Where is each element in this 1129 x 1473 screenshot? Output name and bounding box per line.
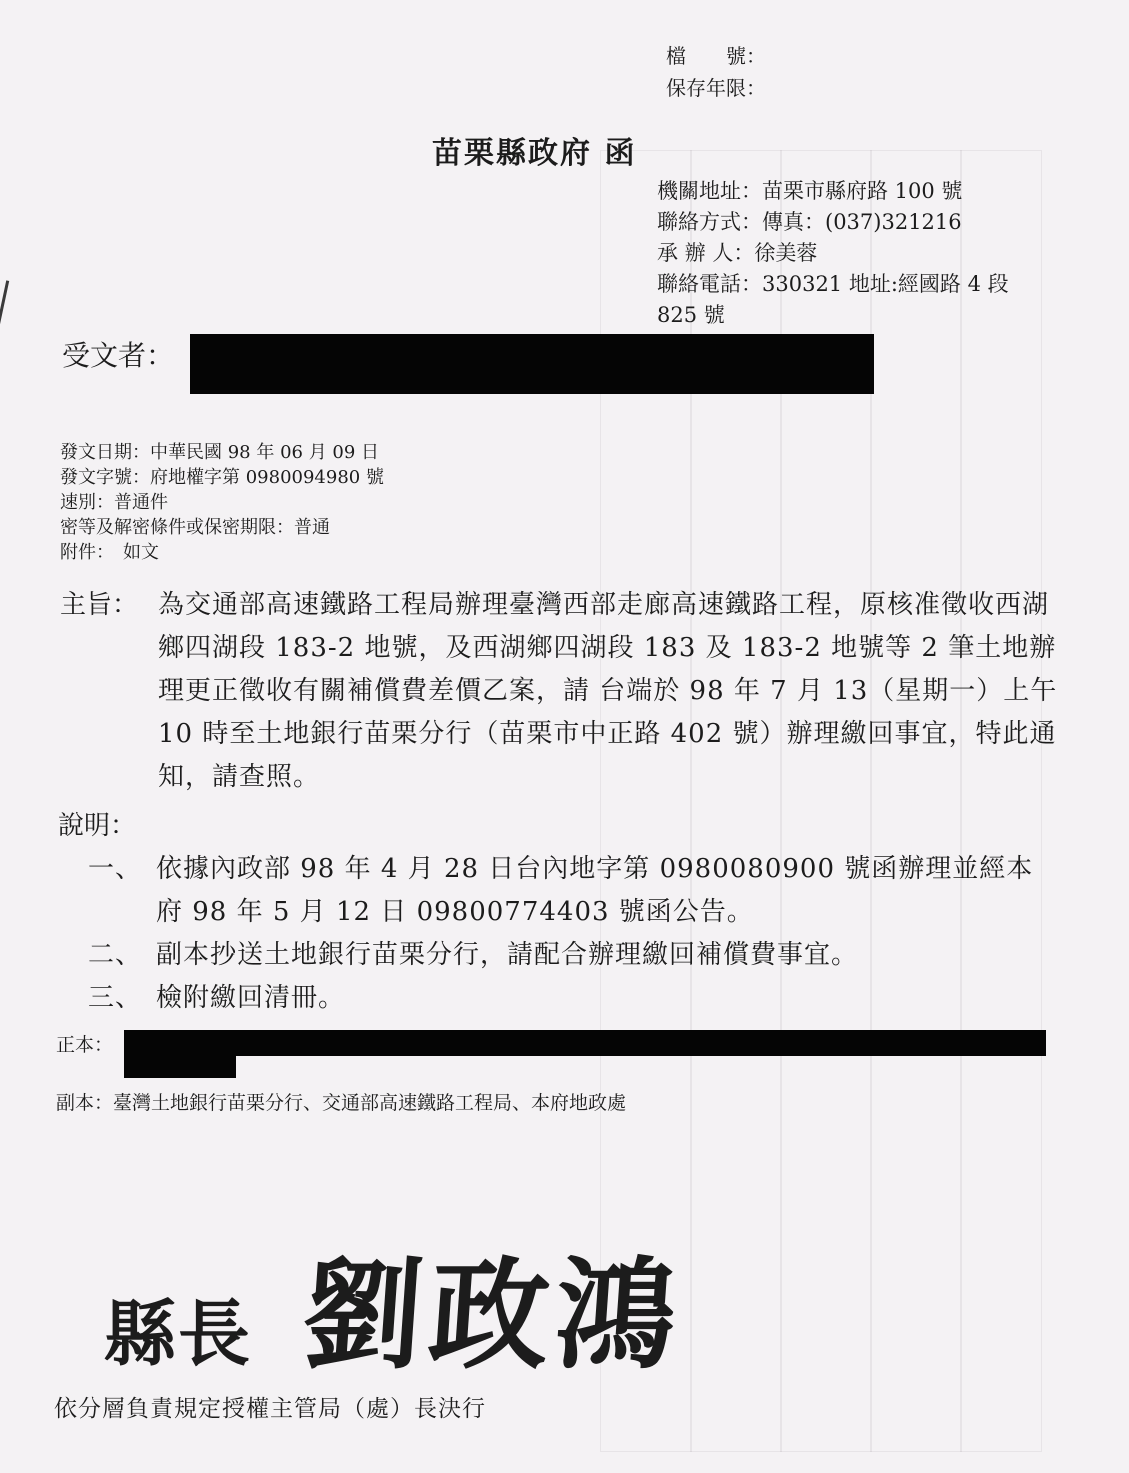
original-recipients-redaction	[124, 1030, 1046, 1056]
bleed-through-line	[960, 150, 962, 1452]
agency-address: 機關地址：苗栗市縣府路 100 號	[657, 179, 963, 203]
subject-text: 為交通部高速鐵路工程局辦理臺灣西部走廊高速鐵路工程，原核准徵收西湖鄉四湖段 183-2 地號，及西湖鄉四湖段 183 及 183-2 地號等 2 筆土地辦理更正徵收有關補償費差價乙案，請 台端於 98 年 7 月 13（星期一）上午 10 時至土地銀行苗栗分行（苗栗市中正路 402 號）辦理繳回事宜，特此通知，請查照。	[158, 590, 1058, 792]
speed-class: 速別：普通件	[60, 492, 168, 513]
subject-label: 主旨：	[60, 590, 139, 620]
retention-period-label: 保存年限：	[666, 76, 766, 100]
issue-date: 發文日期：中華民國 98 年 06 月 09 日	[60, 442, 380, 463]
copy-recipients	[56, 1088, 626, 1115]
issue-metadata	[60, 440, 384, 565]
document-title: 苗栗縣政府 函	[432, 136, 637, 171]
explanation-label: 說明：	[58, 811, 137, 841]
original-recipients-redaction-2	[124, 1056, 236, 1078]
file-metadata	[666, 40, 766, 104]
original-recipients-label: 正本：	[56, 1034, 114, 1056]
agency-info	[657, 176, 1067, 331]
agency-contact: 聯絡方式：傳真：(037)321216	[657, 210, 962, 234]
recipient-redaction	[190, 334, 874, 394]
item-text: 副本抄送土地銀行苗栗分行，請配合辦理繳回補償費事宜。	[156, 940, 859, 970]
item-number: 二、	[88, 940, 143, 970]
file-number-label: 檔 號：	[666, 44, 766, 68]
copy-text: 臺灣土地銀行苗栗分行、交通部高速鐵路工程局、本府地政處	[113, 1092, 627, 1114]
signature-name: 劉政鴻	[298, 1245, 687, 1386]
agency-phone-cont: 825 號	[657, 303, 725, 327]
copy-label: 副本：	[56, 1092, 114, 1114]
issue-number: 發文字號：府地權字第 0980094980 號	[60, 467, 384, 488]
recipient-label: 受文者：	[62, 339, 175, 372]
secrecy-level: 密等及解密條件或保密期限：普通	[60, 517, 330, 538]
item-text: 檢附繳回清冊。	[156, 983, 346, 1013]
item-number: 三、	[88, 983, 143, 1013]
agency-phone: 聯絡電話：330321 地址:經國路 4 段	[657, 272, 1009, 296]
item-number: 一、	[88, 854, 143, 884]
agency-handler: 承 辦 人：徐美蓉	[657, 241, 818, 265]
scan-edge-mark	[0, 280, 9, 339]
delegation-note: 依分層負責規定授權主管局（處）長決行	[54, 1396, 486, 1422]
signature-title: 縣長	[104, 1291, 253, 1376]
item-text: 依據內政部 98 年 4 月 28 日台內地字第 0980080900 號函辦理並經本府 98 年 5 月 12 日 09800774403 號函公告。	[156, 854, 1034, 927]
attachment: 附件： 如文	[60, 542, 159, 563]
